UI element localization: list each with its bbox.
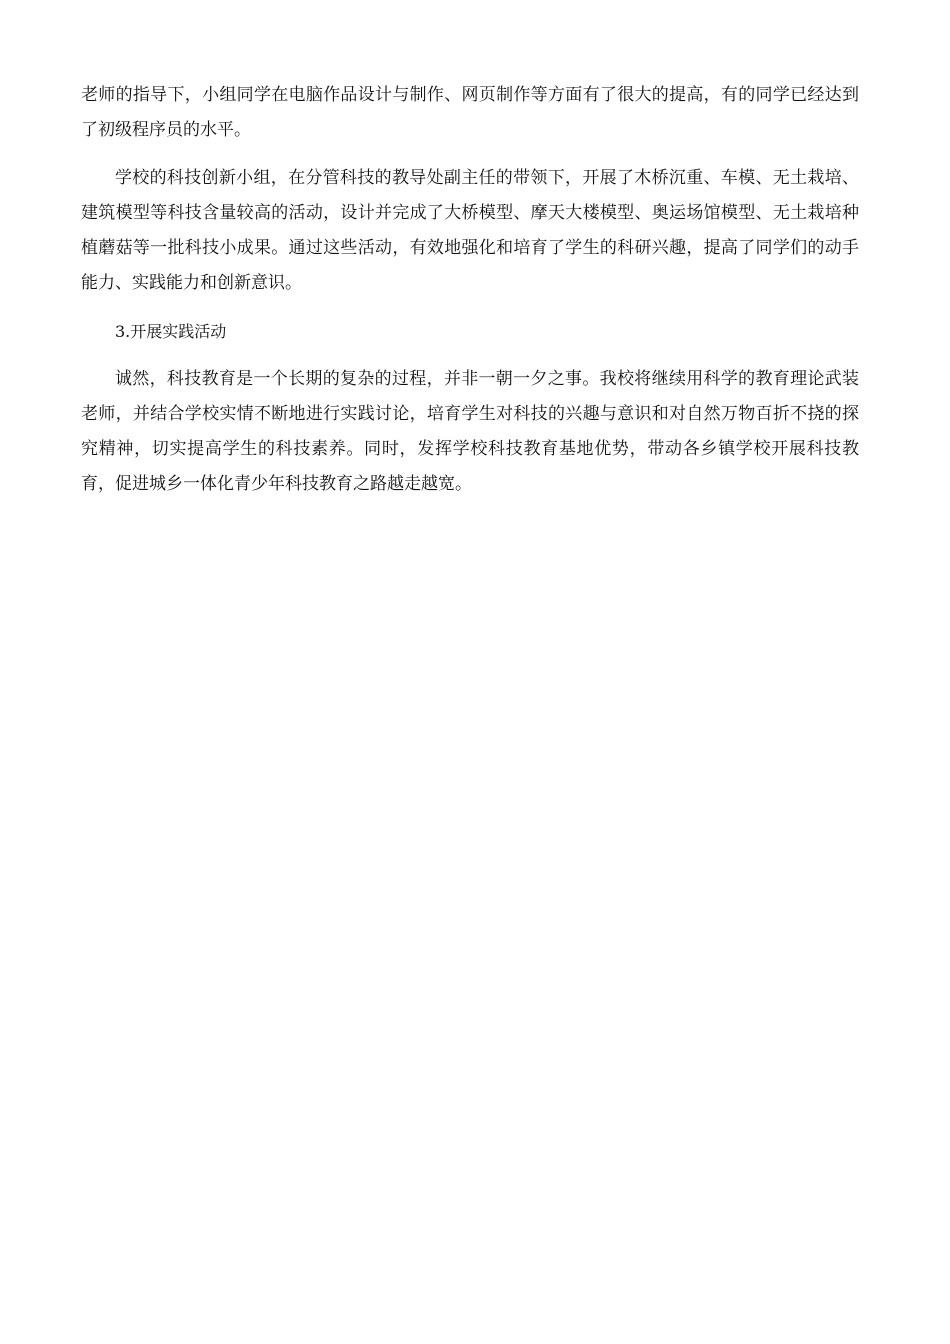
body-paragraph-innovation-group: 学校的科技创新小组，在分管科技的教导处副主任的带领下，开展了木桥沉重、车模、无土栽培、建筑模型等科技含量较高的活动，设计并完成了大桥模型、摩天大楼模型、奥运场馆模型、无土栽培种植蘑菇等一批科技小成果。通过这些活动，有效地强化和培育了学生的科研兴趣，提高了同学们的动手能力、实践能力和创新意识。 [81,168,859,293]
body-paragraph-continued: 老师的指导下，小组同学在电脑作品设计与制作、网页制作等方面有了很大的提高，有的同学已经达到了初级程序员的水平。 [81,85,859,140]
section-heading: 3.开展实践活动 [115,322,227,341]
document-page [81,78,859,515]
body-paragraph-closing: 诚然，科技教育是一个长期的复杂的过程，并非一朝一夕之事。我校将继续用科学的教育理论武装老师，并结合学校实情不断地进行实践讨论，培育学生对科技的兴趣与意识和对自然万物百折不挠的探究精神，切实提高学生的科技素养。同时，发挥学校科技教育基地优势，带动各乡镇学校开展科技教育，促进城乡一体化青少年科技教育之路越走越宽。 [81,369,859,494]
